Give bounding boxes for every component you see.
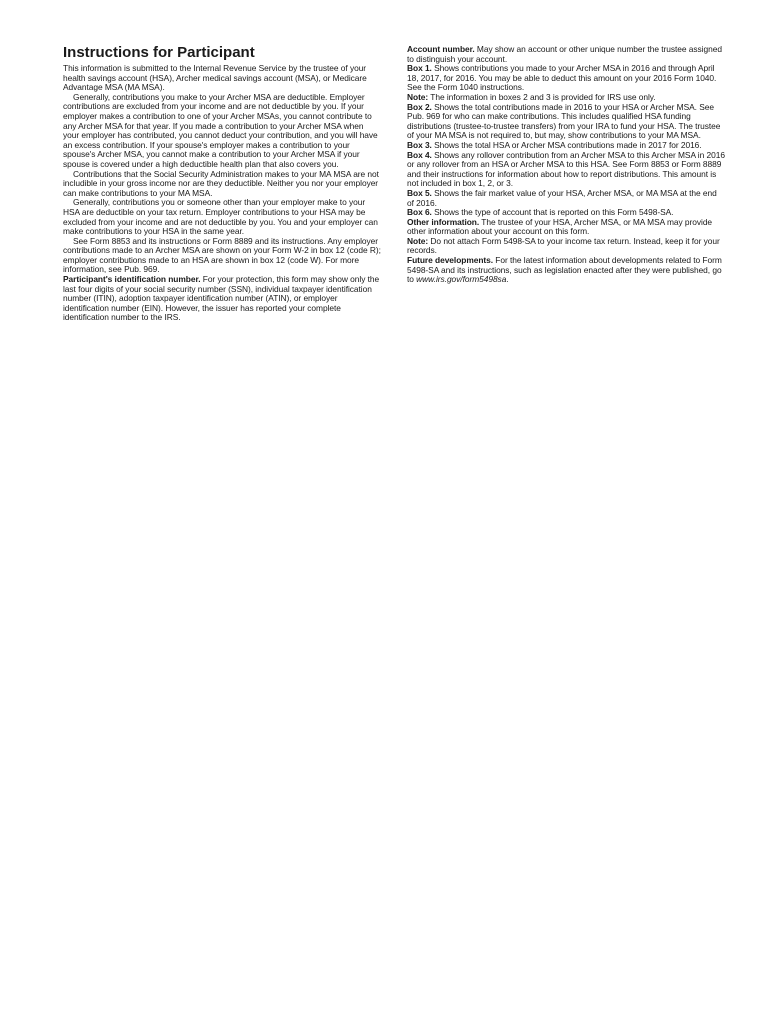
box4-text: Shows any rollover contribution from an Archer MSA to this Archer MSA in 2016 or any rollover from an HSA or Archer MSA to this HSA. See Form 8853 or Form 8889 and their instructions for information about how to report distributions. This amount is not included in box 1, 2, or 3. xyxy=(407,149,725,189)
box3-text: Shows the total HSA or Archer MSA contributions made in 2017 for 2016. xyxy=(431,139,702,150)
box1-heading: Box 1. xyxy=(407,63,432,74)
intro-paragraph: This information is submitted to the Internal Revenue Service by the trustee of your health savings account (HSA), Archer medical savings account (MSA), or Medicare Advantage MSA (MA MSA). xyxy=(63,63,367,93)
box1-paragraph xyxy=(407,64,725,93)
box3-heading: Box 3. xyxy=(407,139,432,150)
note2-heading: Note: xyxy=(407,235,429,246)
left-column xyxy=(63,44,381,323)
future-developments-heading: Future developments. xyxy=(407,255,494,266)
box6-heading: Box 6. xyxy=(407,207,432,218)
other-information-heading: Other information. xyxy=(407,216,480,227)
box5-text: Shows the fair market value of your HSA, Archer MSA, or MA MSA at the end of 2016. xyxy=(407,187,717,208)
form-reference-paragraph: See Form 8853 and its instructions or Form 8889 and its instructions. Any employer contributions made to an Archer MSA are shown on your Form W-2 in box 12 (code R); employer contributions made to an HSA are shown in box 12 (code W). For more information, see Pub. 969. xyxy=(63,235,381,275)
identification-paragraph xyxy=(63,275,381,323)
box6-text: Shows the type of account that is reported on this Form 5498-SA. xyxy=(431,207,674,218)
identification-heading: Participant's identification number. xyxy=(63,274,201,285)
box1-text: Shows contributions you made to your Archer MSA in 2016 and through April 18, 2017, for 2016. You may be able to deduct this amount on your 2016 Form 1040. See the Form 1040 instructions. xyxy=(407,63,717,93)
note1-text: The information in boxes 2 and 3 is provided for IRS use only. xyxy=(428,91,656,102)
box2-heading: Box 2. xyxy=(407,101,432,112)
box2-text: Shows the total contributions made in 2016 to your HSA or Archer MSA. See Pub. 969 for who can make contributions. This includes qualified HSA funding distributions (trustee-to-trustee transfers) from your IRA to fund your HSA. The trustee of your MA MSA is not required to, but may, show contributions to your MA MSA. xyxy=(407,101,721,141)
box4-heading: Box 4. xyxy=(407,149,432,160)
account-number-paragraph xyxy=(407,45,725,64)
right-column xyxy=(407,45,725,285)
note1-heading: Note: xyxy=(407,91,429,102)
other-information-paragraph xyxy=(407,218,725,237)
box2-paragraph xyxy=(407,103,725,141)
other-information-text: The trustee of your HSA, Archer MSA, or MA MSA may provide other information about your account on this form. xyxy=(407,216,713,237)
note2-paragraph xyxy=(407,237,725,256)
future-developments-end: . xyxy=(506,274,509,285)
future-developments-text: For the latest information about developments related to Form 5498-SA and its instructions, such as legislation enacted after they were published, go to xyxy=(407,255,722,285)
account-number-heading: Account number. xyxy=(407,44,475,54)
box5-paragraph xyxy=(407,189,725,208)
box4-paragraph xyxy=(407,151,725,189)
irs-link[interactable]: www.irs.gov/form5498sa xyxy=(416,274,507,285)
future-developments-paragraph xyxy=(407,256,725,285)
identification-text: For your protection, this form may show only the last four digits of your social security number (SSN), individual taxpayer identification number (ITIN), adoption taxpayer identification number (ATIN), or employer identification number (EIN). However, the issuer has reported your complete identification number to the IRS. xyxy=(63,274,380,323)
box5-heading: Box 5. xyxy=(407,187,432,198)
page-title: Instructions for Participant xyxy=(63,44,255,61)
hsa-paragraph: Generally, contributions you or someone other than your employer make to your HSA are deductible on your tax return. Employer contributions to your HSA may be excluded from your income and are not deductible by you. You and your employer can make contributions to your HSA in the same year. xyxy=(63,197,378,237)
archer-msa-paragraph: Generally, contributions you make to your Archer MSA are deductible. Employer contributions are excluded from your income and are not deductible by you. If your employer makes a contribution to one of your Archer MSAs, you cannot contribute to any Archer MSA for that year. If you made a contribution to your Archer MSA when your employer has contributed, you cannot deduct your contribution, and you will have an excess contribution. If your spouse's employer makes a contribution to your spouse's Archer MSA, you cannot make a contribution to your Archer MSA if your spouse is covered under a high deductible health plan that also covers you. xyxy=(63,91,378,169)
ma-msa-paragraph: Contributions that the Social Security Administration makes to your MA MSA are not includible in your gross income nor are they deductible. Neither you nor your employer can make contributions to your MA MSA. xyxy=(63,168,379,198)
note2-text: Do not attach Form 5498-SA to your income tax return. Instead, keep it for your records. xyxy=(407,235,720,256)
account-number-text: May show an account or other unique number the trustee assigned to distinguish your account. xyxy=(407,44,722,64)
